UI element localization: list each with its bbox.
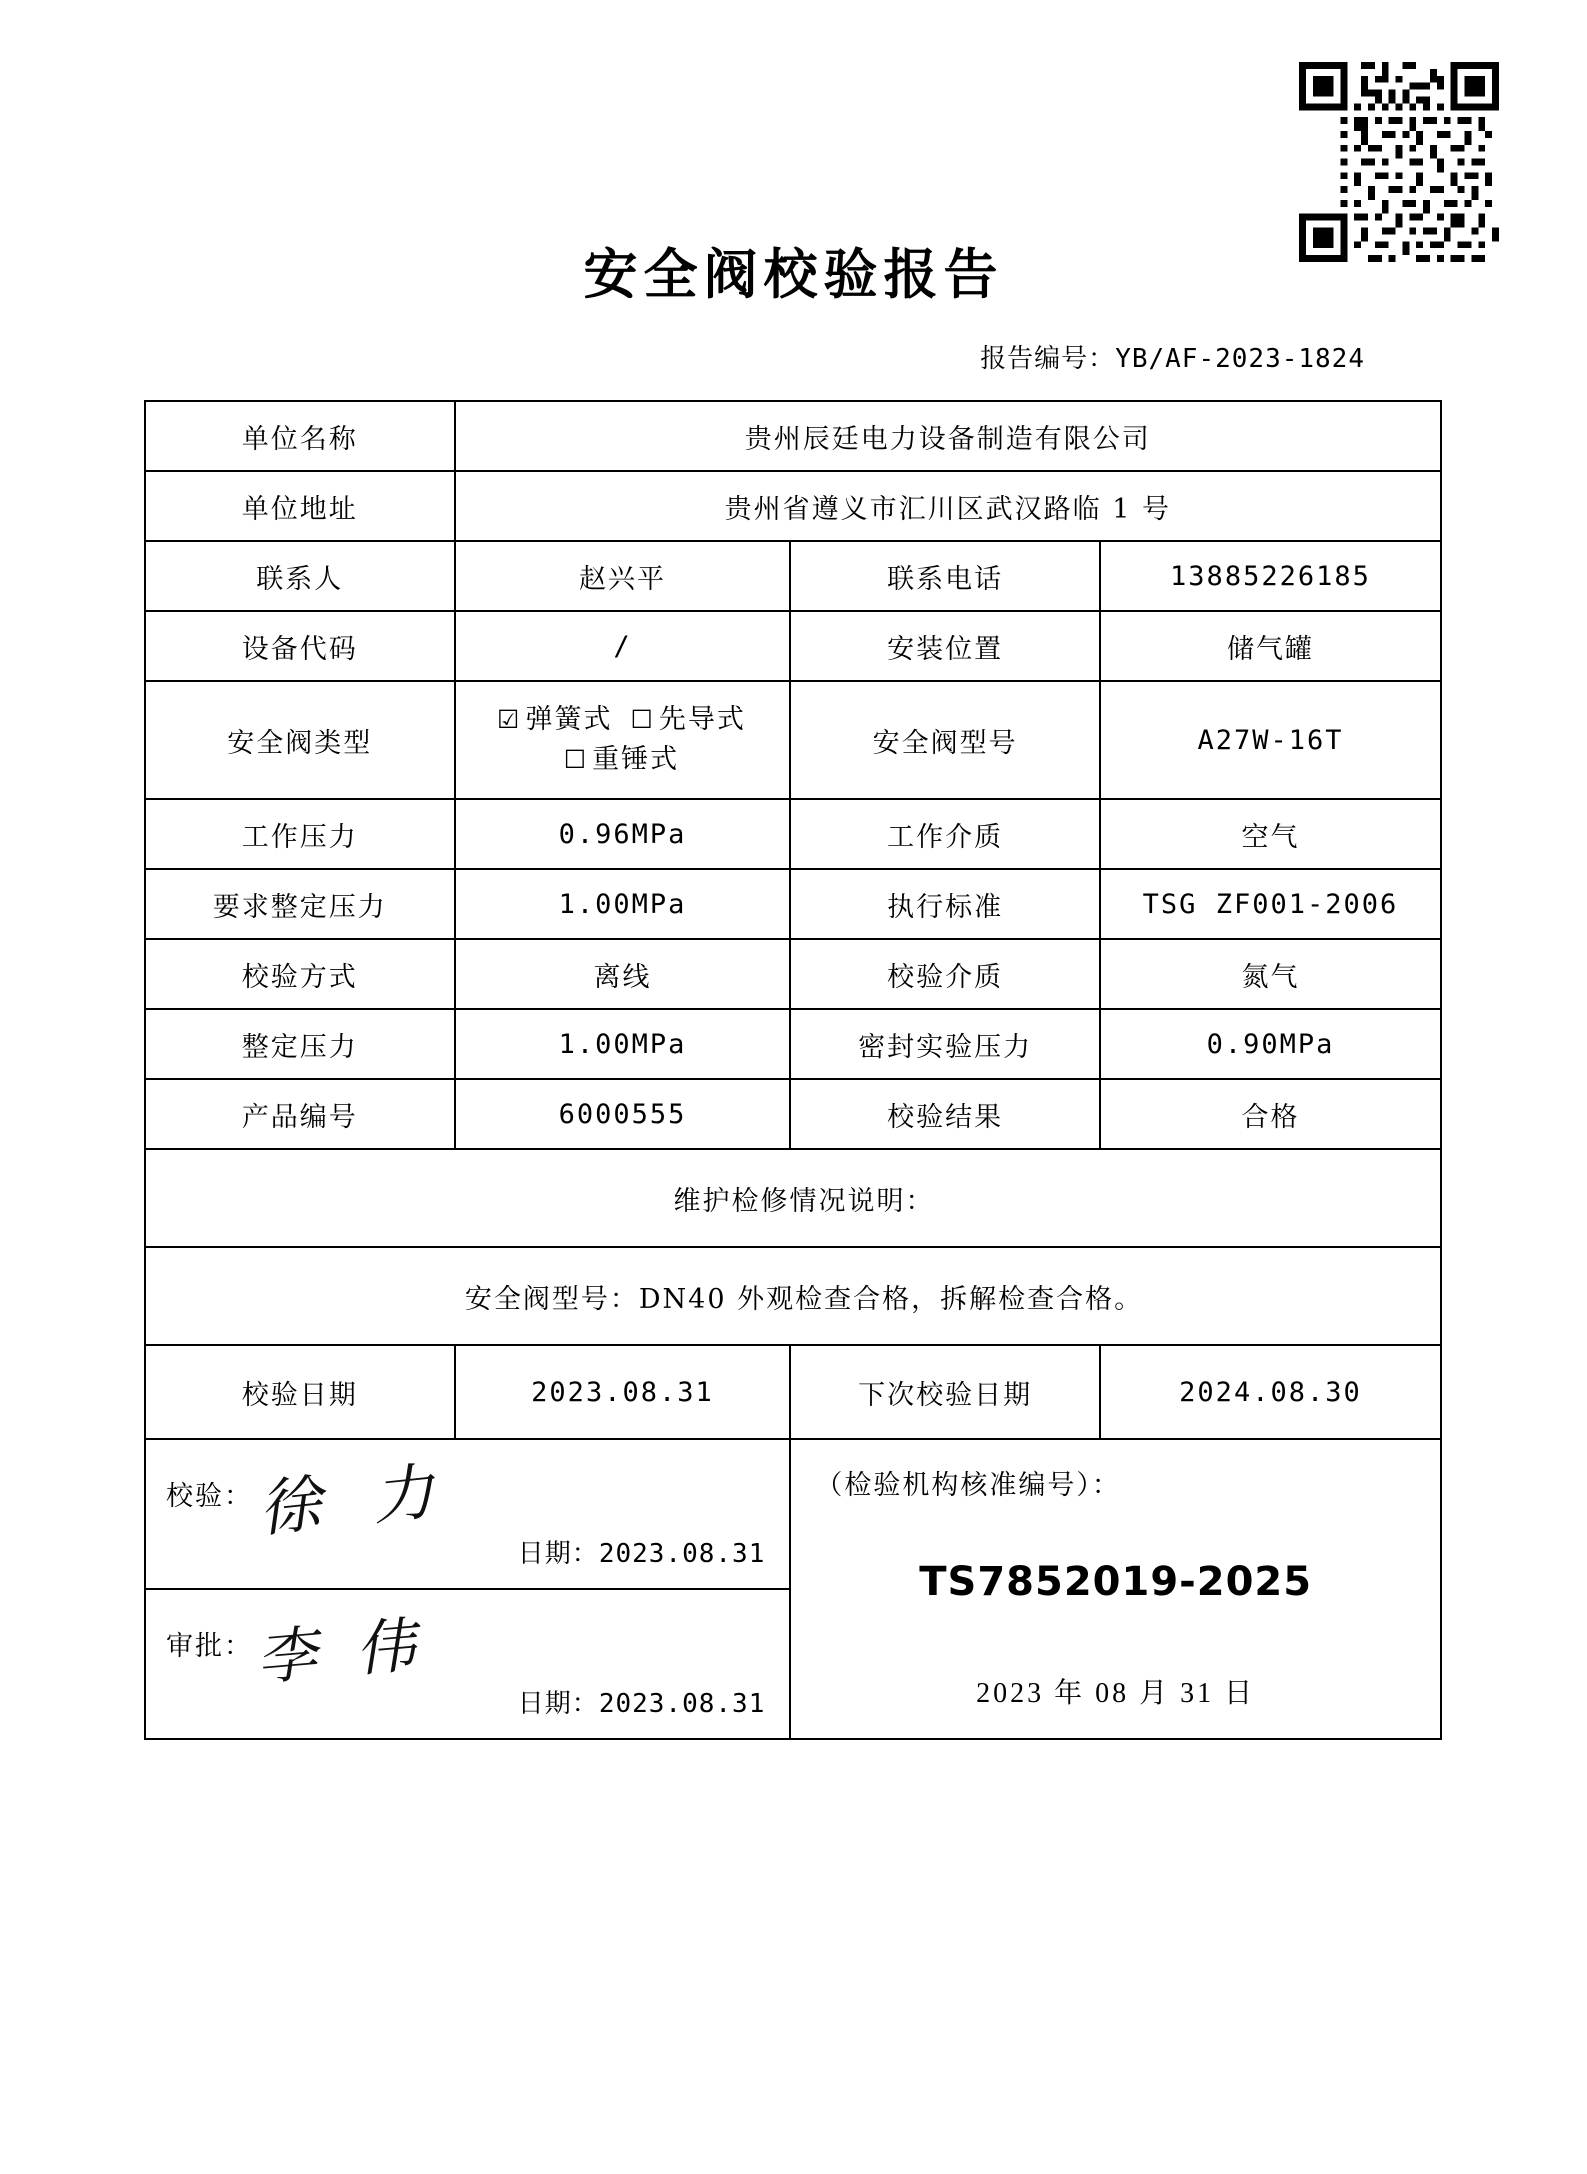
page-title: 安全阀校验报告 — [583, 242, 1004, 306]
field-value-unit-address: 贵州省遵义市汇川区武汉路临 1 号 — [455, 471, 1441, 541]
field-value-next-check-date: 2024.08.30 — [1100, 1345, 1441, 1439]
field-label-check-date: 校验日期 — [145, 1345, 455, 1439]
field-value-check-medium: 氮气 — [1100, 939, 1441, 1009]
maintenance-heading-row — [145, 1149, 1441, 1247]
dates-row — [145, 1345, 1441, 1439]
valve-type-options[interactable] — [455, 681, 791, 799]
field-label-unit-name: 单位名称 — [145, 401, 455, 471]
field-value-unit-name: 贵州辰廷电力设备制造有限公司 — [455, 401, 1441, 471]
field-label-check-method: 校验方式 — [145, 939, 455, 1009]
field-value-set-pressure: 1.00MPa — [455, 1009, 791, 1079]
table-row — [145, 1079, 1441, 1149]
certificate-block — [790, 1439, 1441, 1739]
table-row — [145, 401, 1441, 471]
field-value-result: 合格 — [1100, 1079, 1441, 1149]
signature-row — [145, 1439, 1441, 1739]
field-label-phone: 联系电话 — [790, 541, 1100, 611]
field-label-equipment-code: 设备代码 — [145, 611, 455, 681]
approver-signature-row — [146, 1590, 789, 1738]
field-label-valve-type: 安全阀类型 — [145, 681, 455, 799]
valve-type-option-weight[interactable] — [564, 744, 679, 775]
valve-type-option-pilot-label: 先导式 — [658, 703, 746, 735]
table-row — [145, 1009, 1441, 1079]
checker-date-label: 日期： — [517, 1539, 599, 1568]
certificate-date: 2023 年 08 月 31 日 — [976, 1678, 1256, 1709]
checkbox-checked-icon[interactable]: ☑ — [497, 704, 522, 734]
field-value-standard: TSG ZF001-2006 — [1100, 869, 1441, 939]
field-label-unit-address: 单位地址 — [145, 471, 455, 541]
approver-date — [518, 1683, 766, 1720]
field-label-standard: 执行标准 — [790, 869, 1100, 939]
field-label-seal-test-pressure: 密封实验压力 — [790, 1009, 1100, 1079]
field-value-product-no: 6000555 — [455, 1079, 791, 1149]
checker-label: 校验： — [166, 1481, 253, 1511]
field-value-valve-model: A27W-16T — [1100, 681, 1441, 799]
checkbox-unchecked-icon[interactable]: ☐ — [563, 745, 589, 774]
field-value-working-pressure: 0.96MPa — [455, 799, 791, 869]
valve-type-option-pilot[interactable] — [630, 704, 745, 735]
table-row — [145, 471, 1441, 541]
checker-date — [518, 1533, 766, 1570]
valve-type-option-spring[interactable] — [497, 704, 612, 735]
field-value-install-location: 储气罐 — [1100, 611, 1441, 681]
field-label-valve-model: 安全阀型号 — [790, 681, 1100, 799]
approver-date-value: 2023.08.31 — [598, 1689, 766, 1719]
approver-date-label: 日期： — [517, 1689, 599, 1718]
checker-date-value: 2023.08.31 — [598, 1539, 766, 1569]
table-row — [145, 681, 1441, 799]
field-label-required-set-pressure: 要求整定压力 — [145, 869, 455, 939]
table-row — [145, 869, 1441, 939]
table-row — [145, 541, 1441, 611]
maintenance-content: 安全阀型号：DN40 外观检查合格，拆解检查合格。 — [145, 1247, 1441, 1345]
field-value-equipment-code: / — [455, 611, 791, 681]
maintenance-content-row — [145, 1247, 1441, 1345]
checker-signature-row — [146, 1440, 789, 1590]
maintenance-heading: 维护检修情况说明： — [145, 1149, 1441, 1247]
certificate-number: TS7852019-2025 — [919, 1559, 1313, 1605]
field-value-seal-test-pressure: 0.90MPa — [1100, 1009, 1441, 1079]
signature-block — [145, 1439, 790, 1739]
field-label-working-pressure: 工作压力 — [145, 799, 455, 869]
field-label-result: 校验结果 — [790, 1079, 1100, 1149]
table-row — [145, 939, 1441, 1009]
report-number-value: YB/AF-2023-1824 — [1115, 344, 1365, 374]
checker-signature: 徐 力 — [255, 1453, 454, 1546]
field-label-check-medium: 校验介质 — [790, 939, 1100, 1009]
table-row — [145, 799, 1441, 869]
field-label-product-no: 产品编号 — [145, 1079, 455, 1149]
field-label-working-medium: 工作介质 — [790, 799, 1100, 869]
field-label-install-location: 安装位置 — [790, 611, 1100, 681]
valve-type-option-spring-label: 弹簧式 — [525, 703, 613, 735]
approver-label: 审批： — [166, 1631, 253, 1661]
checkbox-unchecked-icon[interactable]: ☐ — [630, 704, 655, 734]
field-value-contact: 赵兴平 — [455, 541, 791, 611]
report-table — [144, 400, 1442, 1740]
approver-signature: 李 伟 — [253, 1609, 429, 1695]
field-value-required-set-pressure: 1.00MPa — [455, 869, 791, 939]
certificate-title: （检验机构核准编号）： — [815, 1470, 1121, 1500]
field-value-check-date: 2023.08.31 — [455, 1345, 791, 1439]
field-value-phone: 13885226185 — [1100, 541, 1441, 611]
table-row — [145, 611, 1441, 681]
report-number-label: 报告编号： — [980, 344, 1116, 373]
field-value-check-method: 离线 — [455, 939, 791, 1009]
field-label-next-check-date: 下次校验日期 — [790, 1345, 1100, 1439]
field-label-set-pressure: 整定压力 — [145, 1009, 455, 1079]
field-value-working-medium: 空气 — [1100, 799, 1441, 869]
field-label-contact: 联系人 — [145, 541, 455, 611]
valve-type-option-weight-label: 重锤式 — [592, 744, 680, 775]
report-number — [980, 338, 1365, 375]
